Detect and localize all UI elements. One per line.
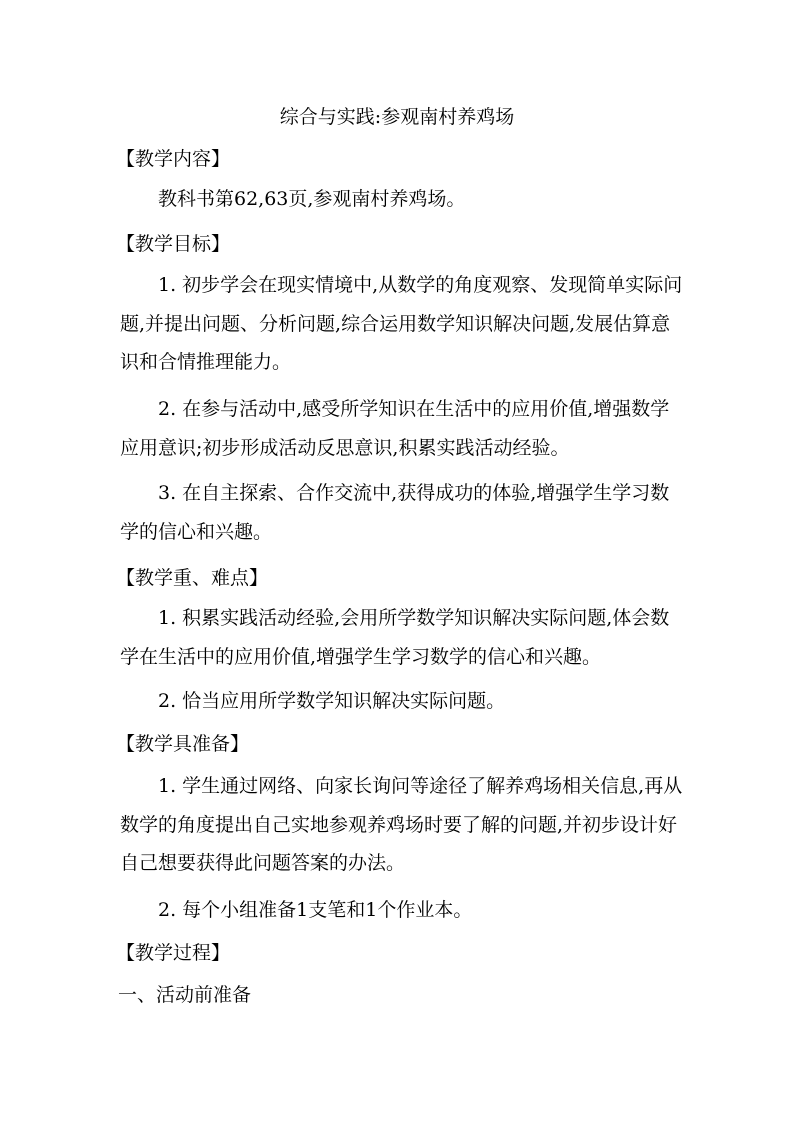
paragraph-line: 自己想要获得此问题答案的办法。 xyxy=(120,852,406,875)
paragraph xyxy=(120,605,680,670)
paragraph xyxy=(120,186,680,212)
paragraph-line: 2. 每个小组准备1支笔和1个作业本。 xyxy=(158,899,473,921)
paragraph-line: 学在生活中的应用价值,增强学生学习数学的信心和兴趣。 xyxy=(120,645,602,668)
paragraph-line: 题,并提出问题、分析问题,综合运用数学知识解决问题,发展估算意 xyxy=(120,312,671,335)
paragraph-line: 学的信心和兴趣。 xyxy=(120,520,273,543)
paragraph-line: 识和合情推理能力。 xyxy=(120,351,292,374)
section-heading-materials: 【教学具准备】 xyxy=(116,733,250,755)
sub-heading: 一、活动前准备 xyxy=(118,984,252,1006)
paragraph-line: 2. 在参与活动中,感受所学知识在生活中的应用价值,增强数学 xyxy=(158,398,670,420)
paragraph xyxy=(120,396,680,461)
document-title: 综合与实践:参观南村养鸡场 xyxy=(279,106,515,128)
paragraph-line: 1. 学生通过网络、向家长询问等途径了解养鸡场相关信息,再从 xyxy=(158,775,683,797)
paragraph xyxy=(120,773,683,876)
section-heading-content: 【教学内容】 xyxy=(116,148,231,170)
section-heading-process: 【教学过程】 xyxy=(116,942,231,964)
paragraph-line: 1. 初步学会在现实情境中,从数学的角度观察、发现简单实际问 xyxy=(158,274,683,296)
paragraph xyxy=(120,480,680,545)
paragraph-line: 2. 恰当应用所学数学知识解决实际问题。 xyxy=(158,690,506,712)
paragraph-line: 应用意识;初步形成活动反思意识,积累实践活动经验。 xyxy=(120,436,570,459)
paragraph-line: 教科书第62,63页,参观南村养鸡场。 xyxy=(158,188,466,210)
paragraph-line: 1. 积累实践活动经验,会用所学数学知识解决实际问题,体会数 xyxy=(158,607,670,629)
paragraph xyxy=(120,272,683,375)
paragraph xyxy=(120,688,680,714)
section-heading-objectives: 【教学目标】 xyxy=(116,233,231,255)
section-heading-key-points: 【教学重、难点】 xyxy=(116,567,269,589)
paragraph-line: 3. 在自主探索、合作交流中,获得成功的体验,增强学生学习数 xyxy=(158,482,670,504)
paragraph xyxy=(120,897,680,923)
paragraph-line: 数学的角度提出自己实地参观养鸡场时要了解的问题,并初步设计好 xyxy=(120,813,678,836)
